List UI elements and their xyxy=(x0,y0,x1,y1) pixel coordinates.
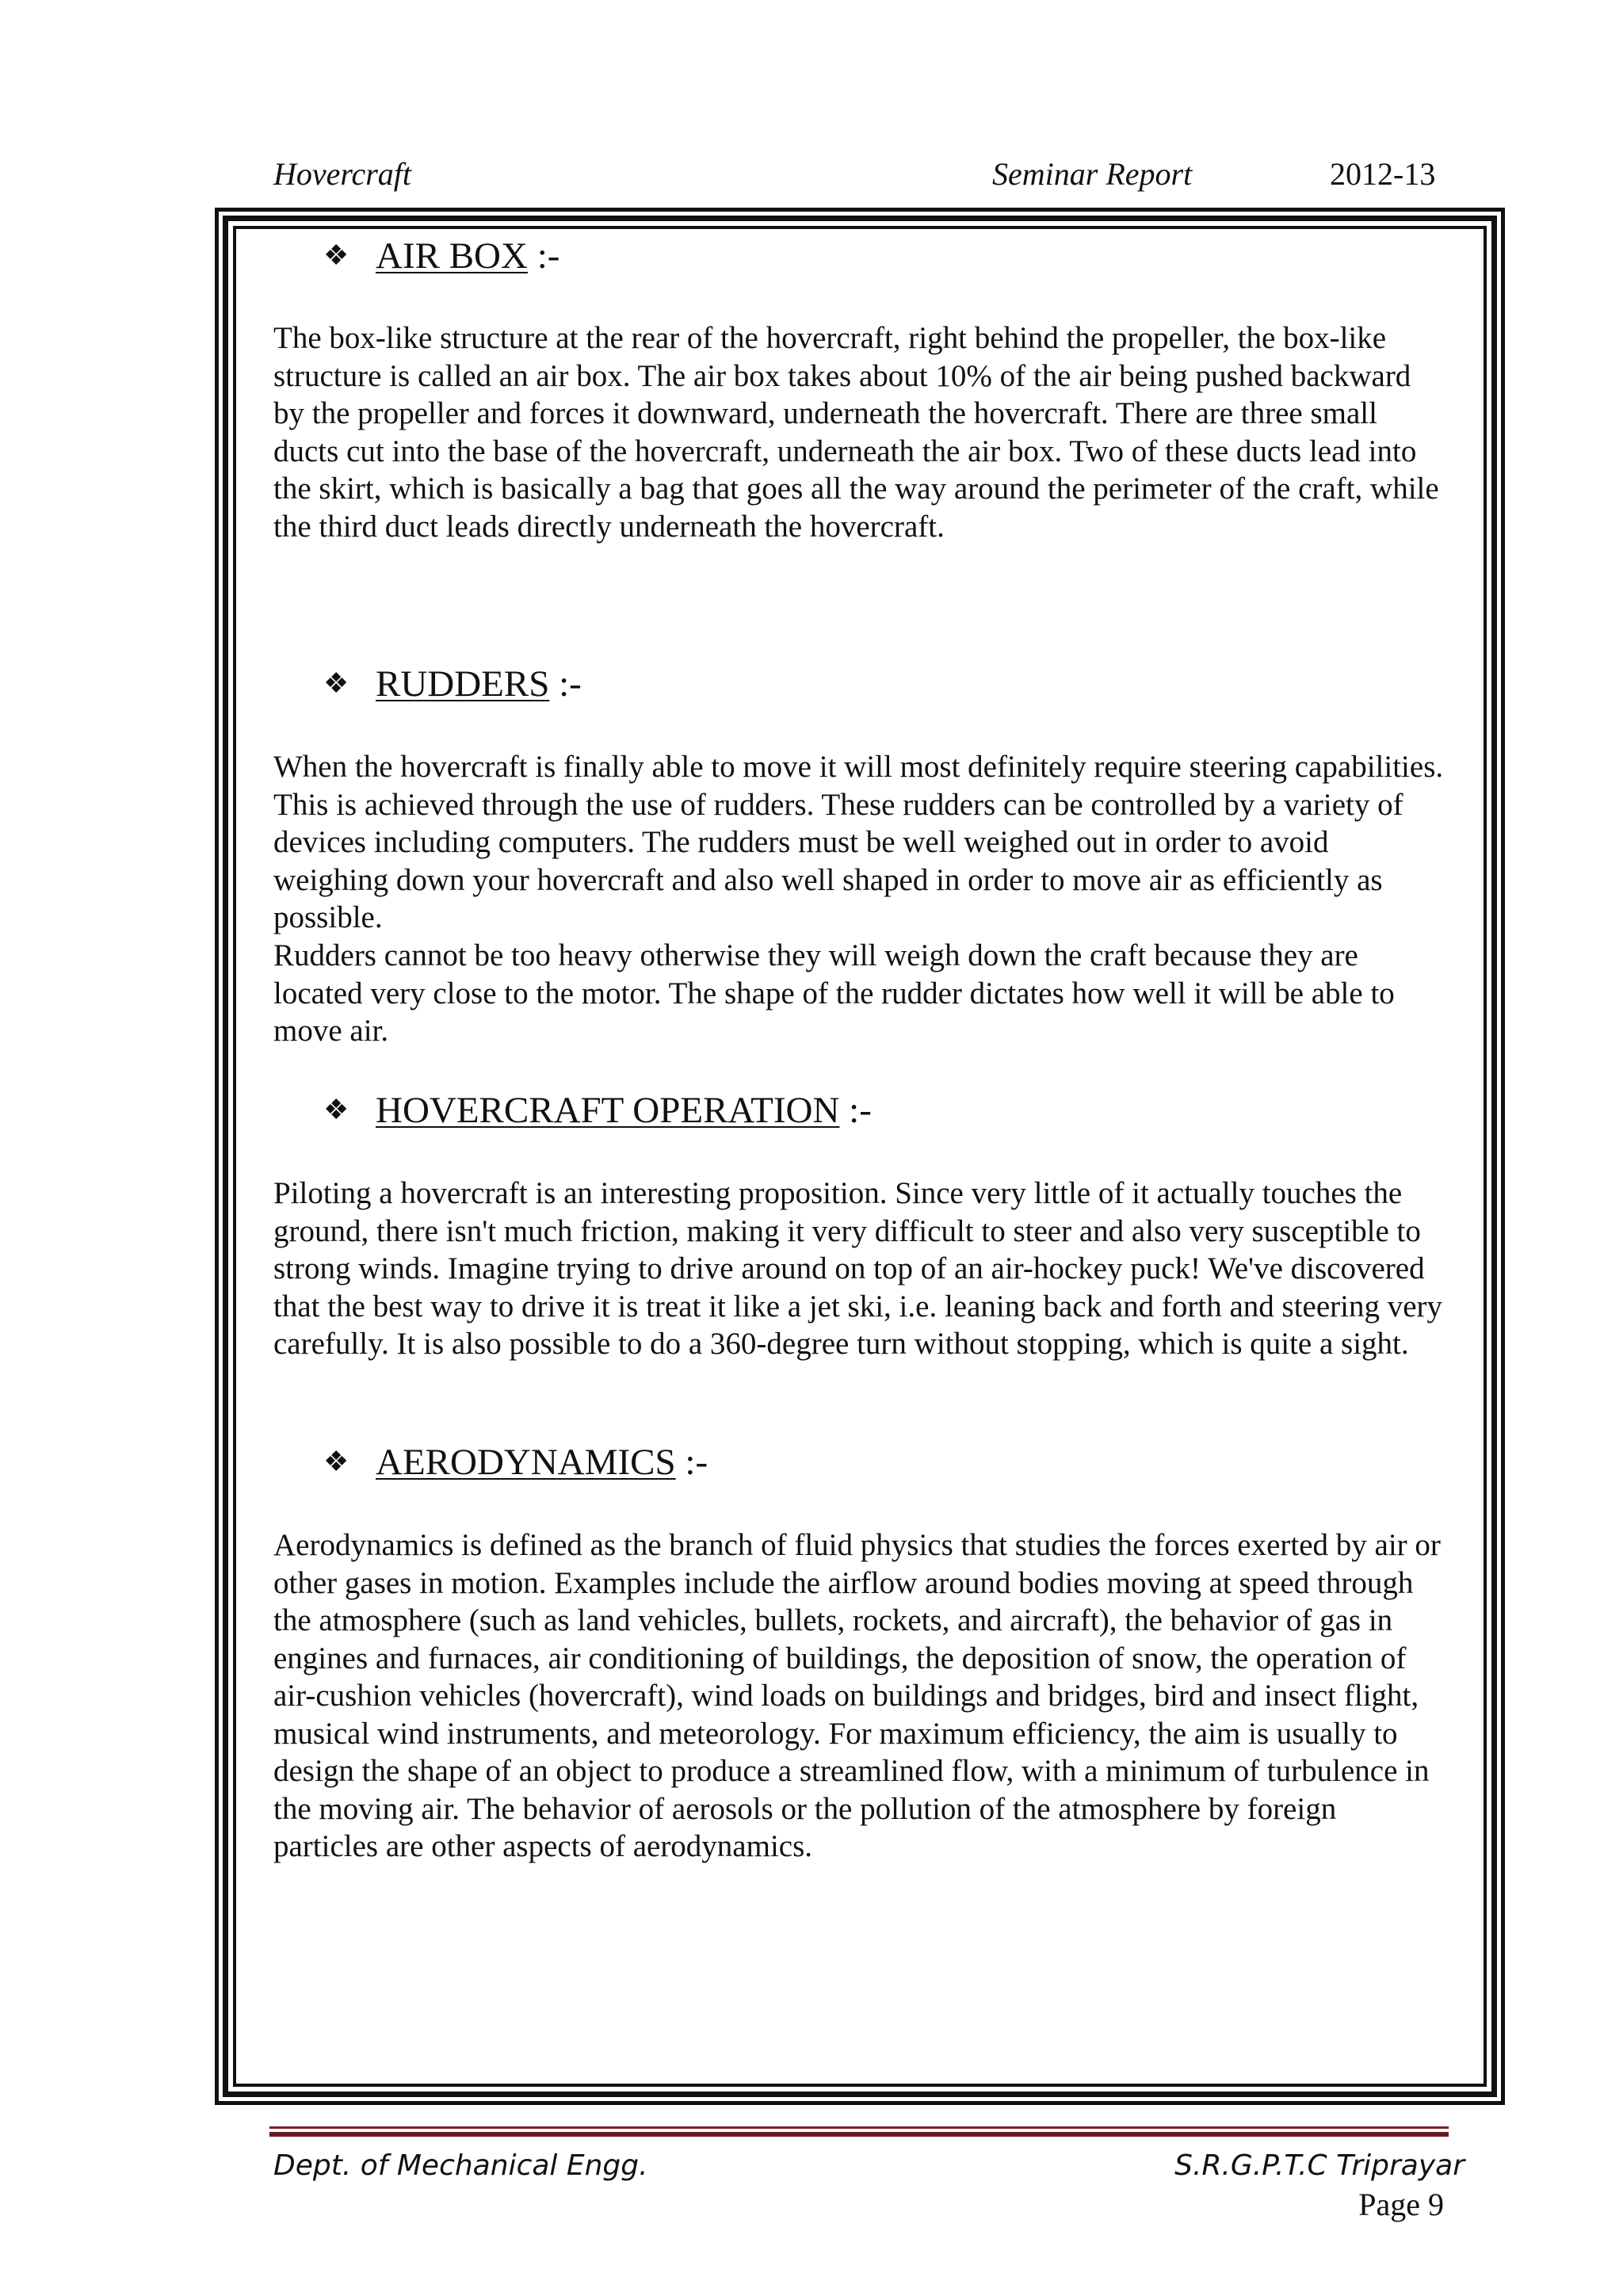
header-report-type: Seminar Report xyxy=(992,156,1193,192)
diamond-bullet-icon: ❖ xyxy=(323,667,349,699)
diamond-bullet-icon: ❖ xyxy=(323,1446,349,1477)
section-suffix: :- xyxy=(675,1442,708,1483)
section-heading-rudders xyxy=(323,663,582,705)
section-suffix: :- xyxy=(527,235,560,277)
section-body-rudders: When the hovercraft is finally able to move it will most definitely require steering capabilities. This is achieved through the use of rudders. These rudders can be controlled by a variety of devices including computers. The rudders must be well weighed out in order to avoid weighing down your hovercraft and also well shaped in order to move air as efficiently as possible. xyxy=(273,750,1444,934)
footer-institution: S.R.G.P.T.C Triprayar xyxy=(1174,2149,1465,2182)
header-document-title: Hovercraft xyxy=(273,156,412,192)
section-suffix: :- xyxy=(839,1090,872,1131)
section-title: HOVERCRAFT OPERATION xyxy=(376,1090,840,1131)
footer-rule-thin xyxy=(269,2126,1449,2129)
section-body-rudders-continued: Rudders cannot be too heavy otherwise they will weigh down the craft because they are located very close to the motor. The shape of the rudder dictates how well it will be able to move air. xyxy=(273,938,1395,1048)
header-year: 2012-13 xyxy=(1330,156,1436,192)
section-heading-hovercraft-operation xyxy=(323,1092,872,1129)
page-number: Page 9 xyxy=(1358,2187,1444,2222)
footer-department: Dept. of Mechanical Engg. xyxy=(273,2149,648,2182)
footer-rule-thick xyxy=(269,2132,1449,2137)
diamond-bullet-icon: ❖ xyxy=(323,239,349,271)
section-body-air-box: The box-like structure at the rear of the hovercraft, right behind the propeller, the box-like structure is called an air box. The air box takes about 10% of the air being pushed backward by the propeller and forces it downward, underneath the hovercraft. There are three small ducts cut into the base of the hovercraft, underneath the air box. Two of these ducts lead into the skirt, which is basically a bag that goes all the way around the perimeter of the craft, while the third duct leads directly underneath the hovercraft. xyxy=(273,321,1439,544)
section-title: AERODYNAMICS xyxy=(376,1442,676,1483)
section-title: RUDDERS xyxy=(376,663,550,705)
section-heading-air-box xyxy=(323,235,560,277)
section-body-aerodynamics: Aerodynamics is defined as the branch of fluid physics that studies the forces exerted by air or other gases in motion. Examples include the airflow around bodies moving at speed through the atmosphere (such as land vehicles, bullets, rockets, and aircraft), the behavior of gas in engines and furnaces, air conditioning of buildings, the deposition of snow, the operation of air-cushion vehicles (hovercraft), wind loads on buildings and bridges, bird and insect flight, musical wind instruments, and meteorology. For maximum efficiency, the aim is usually to design the shape of an object to produce a streamlined flow, with a minimum of turbulence in the moving air. The behavior of aerosols or the pollution of the atmosphere by foreign particles are other aspects of aerodynamics. xyxy=(273,1528,1441,1863)
section-suffix: :- xyxy=(549,663,582,705)
diamond-bullet-icon: ❖ xyxy=(323,1094,349,1125)
section-body-hovercraft-operation: Piloting a hovercraft is an interesting proposition. Since very little of it actually touches the ground, there isn't much friction, making it very difficult to steer and also very susceptible to strong winds. Imagine trying to drive around on top of an air-hockey puck! We've discovered that the best way to drive it is treat it like a jet ski, i.e. leaning back and forth and steering very carefully. It is also possible to do a 360-degree turn without stopping, which is quite a sight. xyxy=(273,1176,1443,1361)
section-heading-aerodynamics xyxy=(323,1444,708,1481)
section-title: AIR BOX xyxy=(376,235,528,277)
